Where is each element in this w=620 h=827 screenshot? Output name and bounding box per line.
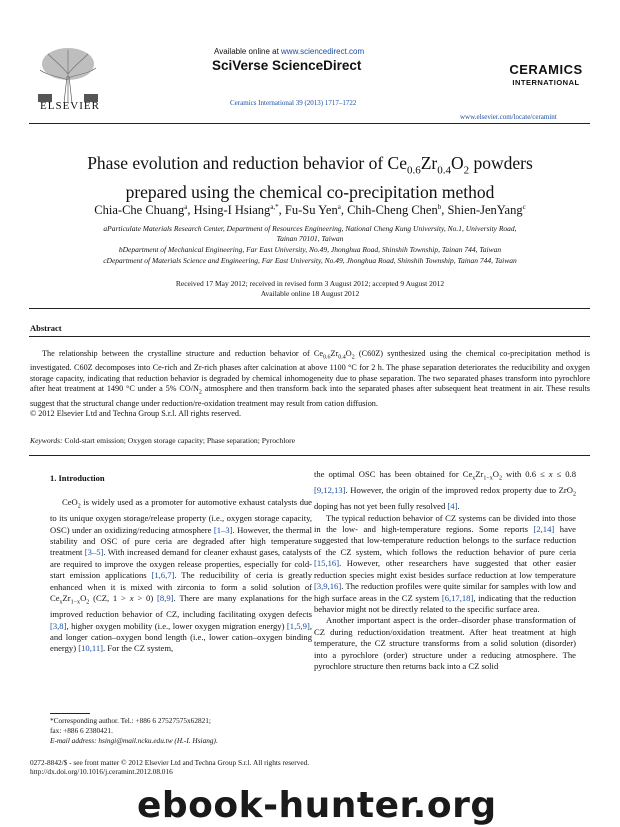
- journal-logo-subtitle: INTERNATIONAL: [512, 78, 580, 87]
- keywords-line: [30, 436, 295, 445]
- availability-line: [214, 47, 364, 56]
- copyright-line: © 2012 Elsevier Ltd and Techna Group S.r.l. All rights reserved.: [30, 409, 242, 419]
- article-title: Phase evolution and reduction behavior of $Ce_{0.6}Zr_{0.4}O_2$ powders prepared using the chemical co-precipitation method: [30, 153, 590, 203]
- intro-paragraph-4: Another important aspect is the order–disorder phase transformation of CZ during reduction/oxidation treatment. After heat treatment at high temperature, the CZ structure transforms from a solid solution (disorder) into a pyrochlore (order) structure under a reducing atmosphere. The pyrochlore structure then returns back into a CZ solid: [314, 615, 576, 671]
- journal-logo-title: CERAMICS: [509, 62, 583, 77]
- affiliation-a: aParticulate Materials Research Center, Department of Resources Engineering, National Cheng Kung University, No.1, University Road,: [103, 224, 517, 233]
- abstract-heading-divider: [29, 336, 590, 337]
- footnote-email: E-mail address: hsingi@mail.ncku.edu.tw (H.-I. Hsiang).: [50, 736, 218, 745]
- abstract-heading: Abstract: [30, 323, 62, 333]
- doi-link[interactable]: http://dx.doi.org/10.1016/j.ceramint.2012.08.016: [30, 767, 173, 777]
- right-column: [314, 469, 576, 672]
- sciencedirect-link[interactable]: www.sciencedirect.com: [281, 47, 365, 56]
- availability-prefix: Available online at: [214, 47, 282, 56]
- keywords-label: Keywords:: [30, 436, 63, 445]
- journal-reference[interactable]: Ceramics International 39 (2013) 1717–1722: [230, 99, 357, 107]
- publisher-name: ELSEVIER: [40, 100, 100, 112]
- keywords-list: Cold-start emission; Oxygen storage capacity; Phase separation; Pyrochlore: [64, 436, 296, 445]
- footnote-corresponding-author: *Corresponding author. Tel.: +886 6 27527575x62821;: [50, 716, 211, 725]
- affiliation-a-city: Tainan 70101, Taiwan: [276, 234, 344, 243]
- footnote-fax: fax: +886 6 2380421.: [50, 726, 113, 735]
- watermark-text: ebook-hunter.org: [137, 785, 497, 826]
- platform-name: SciVerse ScienceDirect: [212, 58, 362, 73]
- article-title-line2: prepared using the chemical co-precipitation method: [125, 181, 495, 202]
- author-list: Chia-Che Chuang$^a$, Hsing-I Hsiang$^{a,*}$, Fu-Su Yen$^a$, Chih-Cheng Chen$^b$, Shien-JenYang$^c$: [94, 203, 526, 218]
- header-divider: [29, 123, 590, 124]
- section-heading-introduction: 1. Introduction: [50, 473, 105, 483]
- left-column: [50, 497, 312, 655]
- intro-paragraph-3: The typical reduction behavior of CZ systems can be divided into those in the low- and high-temperature regions. Some reports [2,14] have suggested that low-temperature reduction belongs to the surface reduction of the CZ system, which follows the reduction behavior of pure ceria [15,16]. However, other researchers have suggested that other easier reduction species might exist besides surface reduction at low temperature [3,9,16]. The reduction profiles were quite similar for samples with low and high surface areas in the CZ system [6,17,18], indicating that the reduction behavior might not be directly related to the specific surface area.: [314, 512, 577, 614]
- available-online-date: Available online 18 August 2012: [260, 289, 360, 298]
- received-dates: Received 17 May 2012; received in revised form 3 August 2012; accepted 9 August 2012: [175, 279, 445, 288]
- affiliation-c: cDepartment of Materials Science and Engineering, Far East University, No.49, Jhonghua Road, Shinshih Township, Tainan 744, Taiwan: [103, 256, 517, 265]
- abstract-block: [30, 349, 590, 420]
- intro-paragraph-2: the optimal OSC has been obtained for $Ce_xZr_{1-x}O_2$ with 0.6 ≤ x ≤ 0.8 [9,12,13]. However, the origin of the improved redox property due to ZrO$_2$ doping has not yet been fully resolved [4].: [314, 469, 576, 512]
- front-matter: [30, 758, 309, 777]
- footnote-rule: [50, 713, 90, 714]
- abstract-text: The relationship between the crystalline structure and reduction behavior of $Ce_{0.6}Zr_{0.4}O_2$ (C60Z) synthesized using the chemical co-precipitation method is investigated. C60Z decomposes into Ce-rich and Zr-rich phases after calcination at above 1100 °C for 2 h. The phase separation deteriorates the reducibility and oxygen storage capacity, indicating that reduction behavior is degraded by chemical inhomogeneity due to phase separation. The two separated phases transform into pyrochlore after heat treatment at 1490 °C under a 5% $CO/N_2$ atmosphere and then transform back into the separated phases after subsequent heat treatment in air. These results suggest that the structural change under reduction/re-oxidation treatment may result from cation diffusion.: [30, 349, 590, 408]
- affiliation-b: bDepartment of Mechanical Engineering, Far East University, No.49, Jhonghua Road, Shinshih Township, Tainan 744, Taiwan: [118, 245, 502, 254]
- front-matter-copyright: 0272-8842/$ - see front matter © 2012 Elsevier Ltd and Techna Group S.r.l. All rights reserved.: [30, 758, 310, 767]
- body-divider: [29, 455, 590, 456]
- intro-paragraph-1: CeO$_2$ is widely used as a promoter for automotive exhaust catalysts due to its unique oxygen storage/release property (i.e., oxygen storage capacity, OSC) under an oxidizing/reducing atmosphere [1–3]. However, the thermal stability and OSC of pure ceria are degraded after high temperature treatment [3–5]. With increased demand for cleaner exhaust gases, catalysts are required to improve the oxygen release properties, especially for cold-start emission applications [1,6,7]. The reducibility of ceria is greatly enhanced when it is mixed with zirconia to form a solid solution of $Ce_xZr_{1-x}O_2$ (CZ, 1 > x > 0) [8,9]. There are many explanations for the improved reduction behavior of CZ, including facilitating oxygen defects [3,8], higher oxygen mobility (i.e., lower oxygen migration energy) [1,5,9], and longer cation–oxygen bond length (i.e., lower cation–oxygen binding energy) [10,11]. For the CZ system,: [50, 497, 313, 654]
- journal-url-link[interactable]: www.elsevier.com/locate/ceramint: [460, 113, 557, 121]
- abstract-top-divider: [29, 308, 590, 309]
- elsevier-tree-logo: [34, 46, 102, 104]
